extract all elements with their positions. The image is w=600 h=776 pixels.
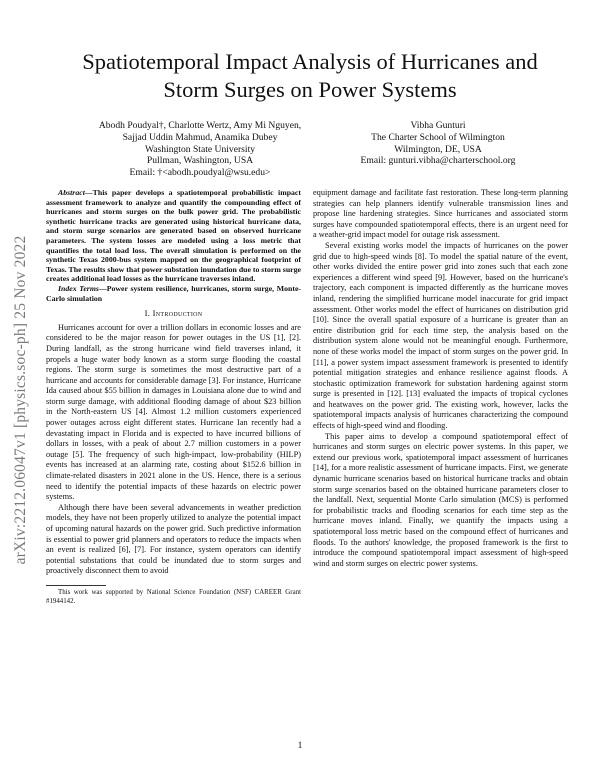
- author-email: Email: †<abodh.poudyal@wsu.edu>: [129, 167, 271, 179]
- index-terms-label: Index Terms: [58, 283, 99, 293]
- arxiv-id: arXiv:2212.06047v1 [physics.soc-ph] 25 Nov 2022: [12, 235, 29, 565]
- left-column: [46, 188, 301, 606]
- paragraph: Although there have been several advancements in weather prediction models, they have not been properly utilized to analyze the potential impact of upcoming natural hazards on the power grid. Such predictive information is essential to power grid planners and operators to reduce the impacts when an event is realized [6], [7]. For instance, system operators can identify potential substations that could be inundated due to storm surges and proactively disconnect them to avoid: [46, 502, 301, 576]
- section-heading: I. Introduction: [144, 308, 203, 319]
- right-column: [313, 188, 568, 569]
- footnote-rule: [46, 585, 106, 586]
- author-location: Pullman, Washington, USA: [146, 155, 254, 167]
- author-email: Email: gunturi.vibha@charterschool.org: [360, 155, 516, 167]
- abstract-label: Abstract: [58, 188, 85, 197]
- page-number: 1: [297, 741, 303, 751]
- paragraph: Hurricanes account for over a trillion dollars in economic losses and are considered to be the major reason for power outages in the US [1], [2]. During landfall, as the strong hurricane wind field traverses inland, it propels a huge water body known as a storm surge flooding the coastal regions. The storm surge is sometimes the most destructive part of a hurricane and accounts for considerable damage [3]. For instance, Hurricane Ida caused about $55 billion in damages in Louisiana alone due to wind and storm surge damage, with additional flooding damage of about $23 billion in the North-eastern US [4]. Almost 1.2 million customers experienced power outages across eight different states. Hurricane Ian recently had a devastating impact in Florida and is expected to have incurred billions of dollars in losses, with a peak of about 2.7 million customers in a power outage [5]. The frequency of such high-impact, low-probability (HILP) events has increased at an alarming rate, costing about $152.6 billion in climate-related disasters in 2021 alone in the US. Hence, there is a serious need to identify the potential impacts of these hazards on electric power systems.: [46, 322, 301, 502]
- abstract-text: —This paper develops a spatiotemporal probabilistic impact assessment framework to analyze and quantify the compounding effect of hurricanes and storm surges on the bulk power grid. The probabilistic synthetic hurricane tracks are generated using historical hurricane data, and storm surge scenarios are generated based on observed hurricane parameters. The system losses are modeled using a loss metric that quantifies the total load loss. The overall simulation is performed on the synthetic Texas 2000-bus system mapped on the geographical footprint of Texas. The results show that power substation inundation due to storm surge creates additional load losses as the hurricane traverses inland.: [46, 188, 301, 284]
- paragraph: Several existing works model the impacts of hurricanes on the power grid due to high-speed winds [8]. To model the spatial nature of the event, other works divided the entire power grid into zones such that each zone experiences a different wind speed [9]. However, based on the hurricane's trajectory, each component is impacted differently as the hurricane moves inland, rendering the simplified hurricane model inaccurate for grid impact assessment. Other works model the effect of hurricanes on distribution grid [10]. Since the overall spatial exposure of a hurricane is greater than an entire distribution grid for each time step, the analysis based on the distribution system alone would not be meaningful enough. Furthermore, none of these works model the impact of storm surges on the power grid. In [11], a power system impact assessment framework is presented to identify potential mitigation strategies and enhance resilience against floods. A stochastic optimization framework for substation hardening against storm surge is presented in [12]. [13] evaluated the impacts of tropical cyclones and heatwaves on the power grid. The existing work, however, lacks the spatiotemporal impacts analysis of hurricanes characterizing the compound effects of high-speed wind and flooding.: [313, 240, 568, 431]
- author-names-line-2: Sajjad Uddin Mahmud, Anamika Dubey: [122, 131, 278, 143]
- title-line-2: Storm Surges on Power Systems: [163, 77, 457, 102]
- abstract: [46, 188, 301, 284]
- paper-title: [50, 48, 570, 104]
- author-block-right: [338, 120, 538, 167]
- author-affiliation: Washington State University: [144, 143, 256, 155]
- author-names-line-1: Abodh Poudyal†, Charlotte Wertz, Amy Mi Nguyen,: [98, 120, 302, 131]
- index-terms: [46, 284, 301, 303]
- arxiv-sidebar-stamp: [10, 190, 32, 610]
- author-block-left: [70, 120, 330, 179]
- paragraph: This paper aims to develop a compound spatiotemporal effect of hurricanes and storm surges on electric power systems. In this paper, we extend our previous work, spatiotemporal impact assessment of hurricanes [14], for a more realistic assessment of hurricane impacts. First, we generate dynamic hurricane scenarios based on historical hurricane tracks and obtain storm surge scenarios based on the obtained hurricane parameters closer to the landfall. Next, sequential Monte Carlo simulation (MCS) is performed for probabilistic tracks and flooding scenarios for each time step as the hurricane moves inland. Finally, we quantify the impacts using a spatiotemporal loss metric based on the compound effect of hurricanes and floods. To the authors' knowledge, the proposed framework is the first to introduce the compound spatiotemporal impact assessment of high-speed wind and storm surges on electric power systems.: [313, 431, 568, 568]
- paragraph: equipment damage and facilitate fast restoration. These long-term planning strategies can help planners identify vulnerable transmission lines and propose line hardening strategies. Since hurricanes and associated storm surges have compounded spatiotemporal effects, there is an urgent need for a weather-grid impact model for outage risk assessment.: [313, 188, 568, 240]
- author-name: Vibha Gunturi: [410, 120, 466, 131]
- title-line-1: Spatiotemporal Impact Analysis of Hurricanes and: [82, 49, 538, 74]
- index-terms-text: —Power system resilience, hurricanes, storm surge, Monte-Carlo simulation: [46, 283, 302, 303]
- footnote: This work was supported by National Science Foundation (NSF) CAREER Grant #1944142.: [46, 588, 301, 605]
- author-location: Wilmington, DE, USA: [394, 143, 482, 155]
- author-affiliation: The Charter School of Wilmington: [371, 131, 505, 143]
